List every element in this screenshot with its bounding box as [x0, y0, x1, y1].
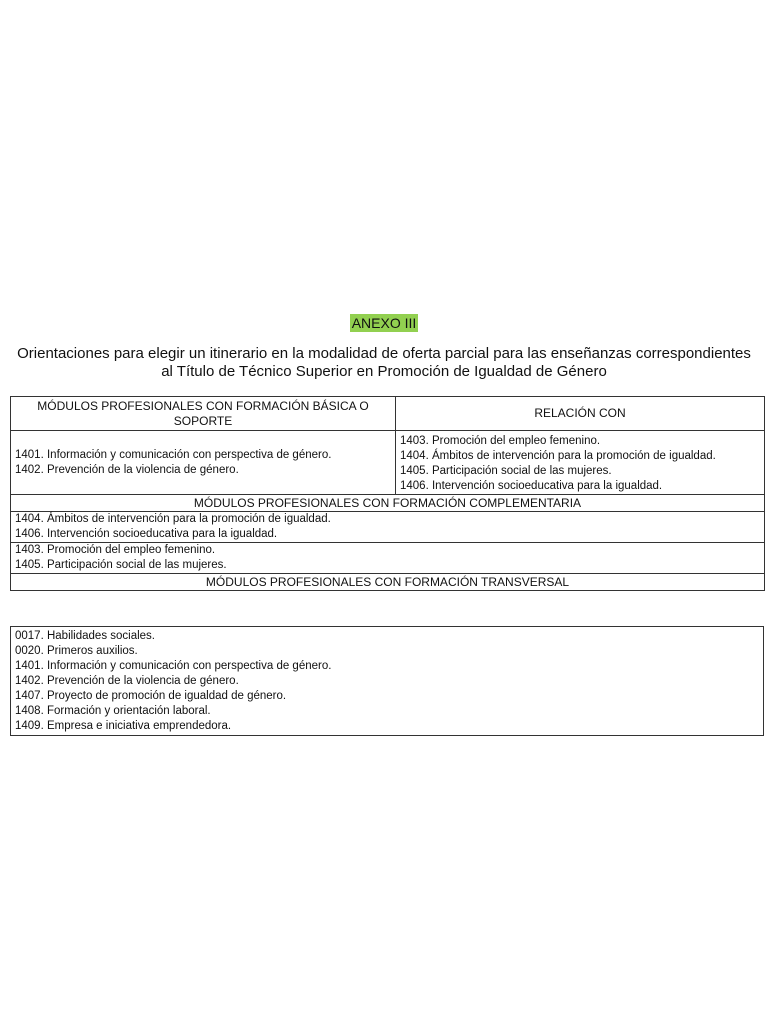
transversal-table [10, 626, 764, 736]
header-basic-modules [11, 397, 396, 431]
annex-title [0, 314, 768, 332]
list-item: 1402. Prevención de la violencia de género. [15, 675, 239, 687]
list-item: 1404. Ámbitos de intervención para la promoción de igualdad. [15, 513, 331, 525]
list-item: 1405. Participación social de las mujeres. [400, 465, 612, 477]
relation-modules-cell [396, 431, 765, 495]
table-row [11, 512, 765, 543]
header-basic-line-2: SOPORTE [173, 413, 233, 428]
list-item: 1401. Información y comunicación con perspectiva de género. [15, 448, 332, 461]
table-row [11, 543, 765, 574]
list-item: 0020. Primeros auxilios. [15, 645, 138, 657]
list-item: 0017. Habilidades sociales. [15, 630, 156, 642]
list-item: 1401. Información y comunicación con perspectiva de género. [15, 660, 332, 672]
itinerary-table [10, 396, 765, 591]
subtitle-line-2: al Título de Técnico Superior en Promoción de Igualdad de Género [161, 363, 607, 380]
table-row [11, 627, 764, 736]
list-item: 1406. Intervención socioeducativa para la igualdad. [400, 480, 663, 492]
table-section-row [11, 574, 765, 591]
document-subtitle [8, 345, 760, 381]
annex-title-text: ANEXO III [351, 315, 417, 331]
list-item: 1402. Prevención de la violencia de género. [15, 463, 239, 476]
list-item: 1406. Intervención socioeducativa para la igualdad. [15, 528, 278, 540]
header-relation: RELACIÓN CON [396, 397, 765, 431]
transversal-modules-cell [11, 627, 764, 736]
list-item: 1407. Proyecto de promoción de igualdad de género. [15, 690, 287, 702]
basic-modules-cell [11, 431, 396, 495]
table-header-row [11, 397, 765, 431]
list-item: 1404. Ámbitos de intervención para la promoción de igualdad. [400, 450, 716, 462]
list-item: 1408. Formación y orientación laboral. [15, 705, 211, 717]
list-item: 1403. Promoción del empleo femenino. [400, 435, 601, 447]
list-item: 1409. Empresa e iniciativa emprendedora. [15, 720, 232, 732]
complementary-group-1 [11, 512, 765, 543]
complementary-heading: MÓDULOS PROFESIONALES CON FORMACIÓN COMPLEMENTARIA [11, 495, 765, 512]
list-item: 1405. Participación social de las mujeres. [15, 559, 227, 571]
subtitle-line-1: Orientaciones para elegir un itinerario en la modalidad de oferta parcial para las enseñanzas correspondientes [17, 345, 751, 362]
complementary-group-2 [11, 543, 765, 574]
header-basic-line-1: MÓDULOS PROFESIONALES CON FORMACIÓN BÁSICA O [37, 398, 369, 413]
table-row [11, 431, 765, 495]
transversal-heading: MÓDULOS PROFESIONALES CON FORMACIÓN TRANSVERSAL [11, 574, 765, 591]
list-item: 1403. Promoción del empleo femenino. [15, 544, 216, 556]
table-section-row [11, 495, 765, 512]
